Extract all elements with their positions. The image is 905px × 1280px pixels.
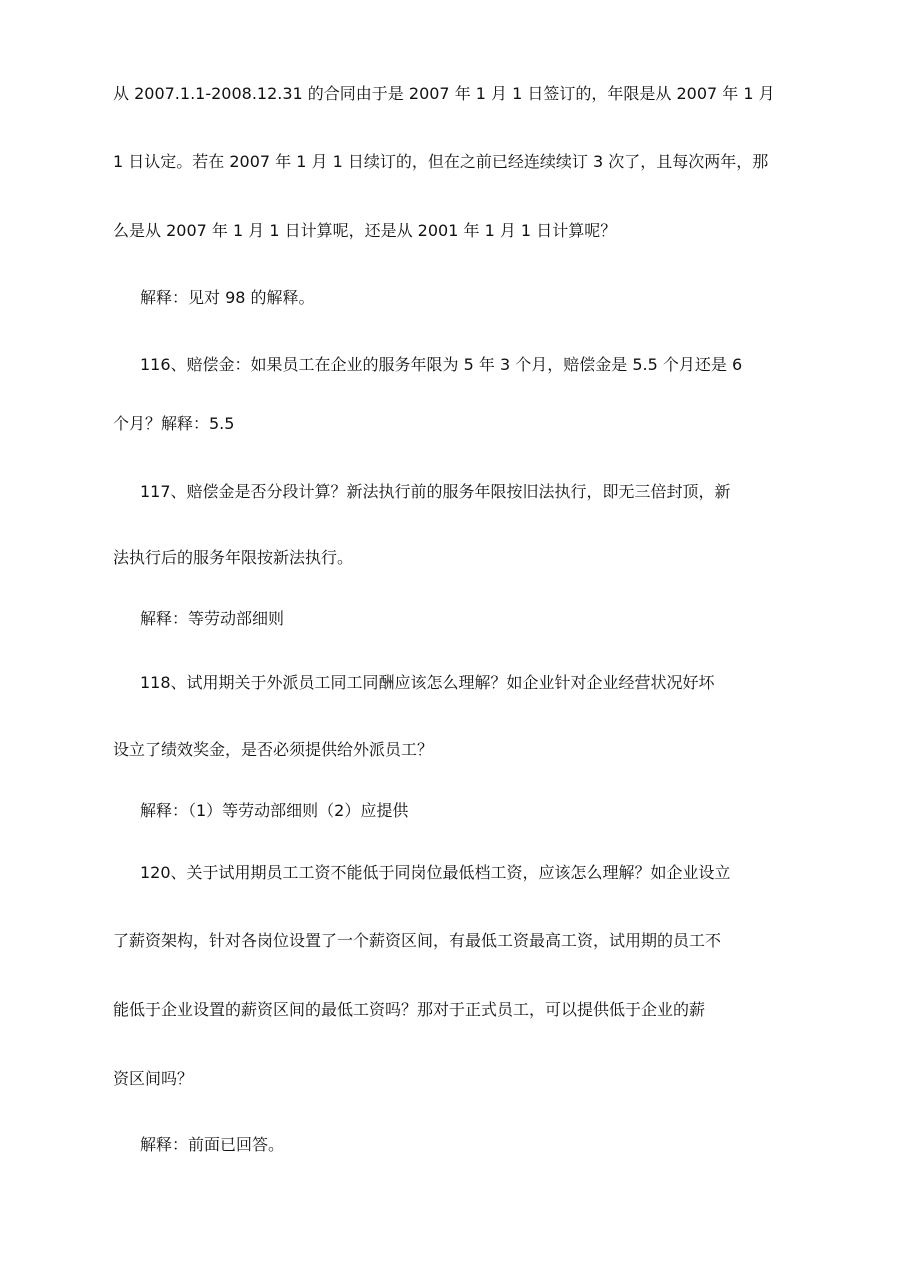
text-line-2: 1 日认定。若在 2007 年 1 月 1 日续订的，但在之前已经连续续订 3 次了，且每次两年，那 (113, 152, 769, 171)
answer-117: 解释：等劳动部细则 (140, 609, 285, 628)
answer-118: 解释：（1）等劳动部细则（2）应提供 (140, 801, 409, 820)
question-117-line-2: 法执行后的服务年限按新法执行。 (113, 548, 354, 567)
text-line-1: 从 2007.1.1-2008.12.31 的合同由于是 2007 年 1 月 1 日签订的，年限是从 2007 年 1 月 (113, 84, 775, 103)
question-120-line-4: 资区间吗？ (113, 1069, 194, 1088)
question-116-line-2: 个月？解释：5.5 (113, 414, 235, 433)
answer-120: 解释：前面已回答。 (140, 1135, 285, 1154)
question-117-line-1: 117、赔偿金是否分段计算？新法执行前的服务年限按旧法执行，即无三倍封顶，新 (140, 482, 731, 501)
question-118-line-2: 设立了绩效奖金，是否必须提供给外派员工？ (113, 740, 434, 759)
question-120-line-3: 能低于企业设置的薪资区间的最低工资吗？那对于正式员工，可以提供低于企业的薪 (113, 1000, 706, 1019)
question-120-line-1: 120、关于试用期员工工资不能低于同岗位最低档工资，应该怎么理解？如企业设立 (140, 863, 731, 882)
answer-line-98: 解释：见对 98 的解释。 (140, 288, 315, 307)
question-120-line-2: 了薪资架构，针对各岗位设置了一个薪资区间，有最低工资最高工资，试用期的员工不 (113, 931, 722, 950)
question-116-line-1: 116、赔偿金：如果员工在企业的服务年限为 5 年 3 个月，赔偿金是 5.5 个月还是 6 (140, 355, 743, 374)
text-line-3: 么是从 2007 年 1 月 1 日计算呢，还是从 2001 年 1 月 1 日计算呢？ (113, 221, 617, 240)
question-118-line-1: 118、试用期关于外派员工同工同酬应该怎么理解？如企业针对企业经营状况好坏 (140, 673, 715, 692)
